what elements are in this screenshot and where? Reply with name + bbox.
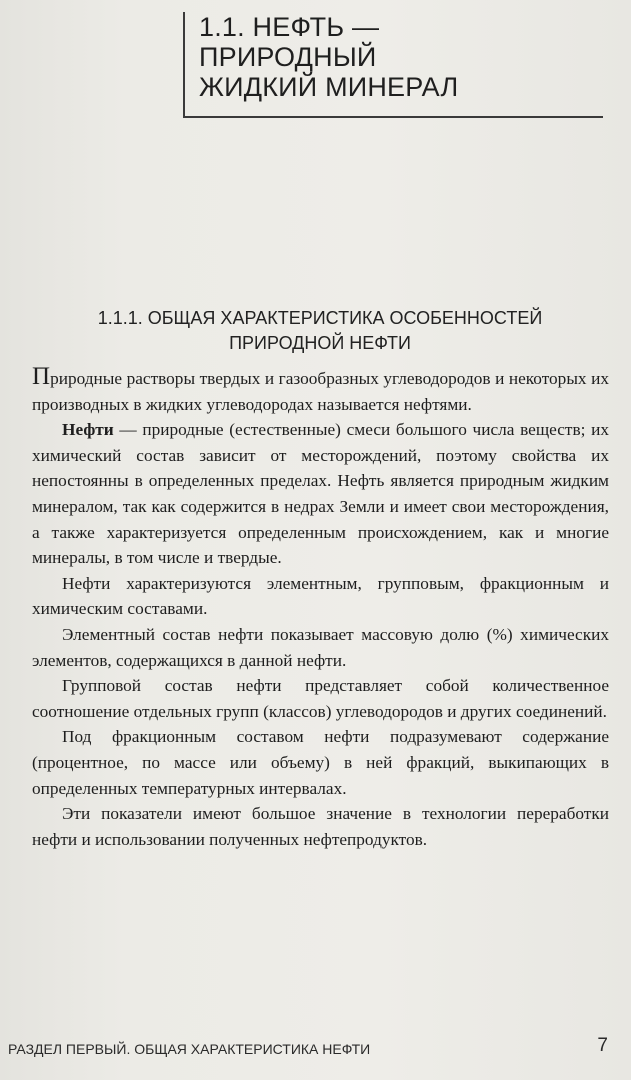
chapter-title-line-1: 1.1. НЕФТЬ — xyxy=(199,12,380,42)
paragraph-1 xyxy=(32,363,609,417)
section-heading xyxy=(40,306,600,356)
chapter-title-line-3: ЖИДКИЙ МИНЕРАЛ xyxy=(199,72,459,102)
chapter-title-line-2: ПРИРОДНЫЙ xyxy=(199,42,377,72)
body-text xyxy=(32,363,609,852)
term-bold: Нефти xyxy=(62,420,114,440)
page-number: 7 xyxy=(597,1035,608,1056)
chapter-heading xyxy=(183,12,603,118)
paragraph-2-text: — природные (естественные) смеси большого числа веществ; их химический состав зависит от месторождений, поэтому свойства их непостоянны в определенных пределах. Нефть является природным жидким минералом, так как содержится в недрах Земли и имеет свои месторождения, а также характеризуется определенным происхождением, как и многие минералы, в том числе и твердые. xyxy=(32,420,609,568)
section-title-line-2: ПРИРОДНОЙ НЕФТИ xyxy=(229,333,411,353)
paragraph-5: Групповой состав нефти представляет собой количественное соотношение отдельных групп (классов) углеводородов и других соединений. xyxy=(32,676,609,721)
paragraph-7: Эти показатели имеют большое значение в технологии переработки нефти и использовании полученных нефтепродуктов. xyxy=(32,804,609,849)
paragraph-1-text: риродные растворы твердых и газообразных углеводородов и некоторых их производных в жидких углеводородах называется нефтями. xyxy=(32,369,609,414)
paragraph-4: Элементный состав нефти показывает массовую долю (%) химических элементов, содержащихся в данной нефти. xyxy=(32,624,609,670)
running-title: РАЗДЕЛ ПЕРВЫЙ. ОБЩАЯ ХАРАКТЕРИСТИКА НЕФТИ xyxy=(8,1041,371,1057)
paragraph-6: Под фракционным составом нефти подразумевают содержание (процентное, по массе или объему) в ней фракций, выкипающих в определенных температурных интервалах. xyxy=(32,727,609,798)
page-footer xyxy=(8,1035,608,1057)
paragraph-2 xyxy=(32,417,609,571)
initial-letter: П xyxy=(32,363,51,390)
section-title-line-1: 1.1.1. ОБЩАЯ ХАРАКТЕРИСТИКА ОСОБЕННОСТЕЙ xyxy=(97,308,543,328)
paragraph-3: Нефти характеризуются элементным, групповым, фракционным и химическим составами. xyxy=(32,573,609,619)
chapter-title xyxy=(199,12,603,102)
